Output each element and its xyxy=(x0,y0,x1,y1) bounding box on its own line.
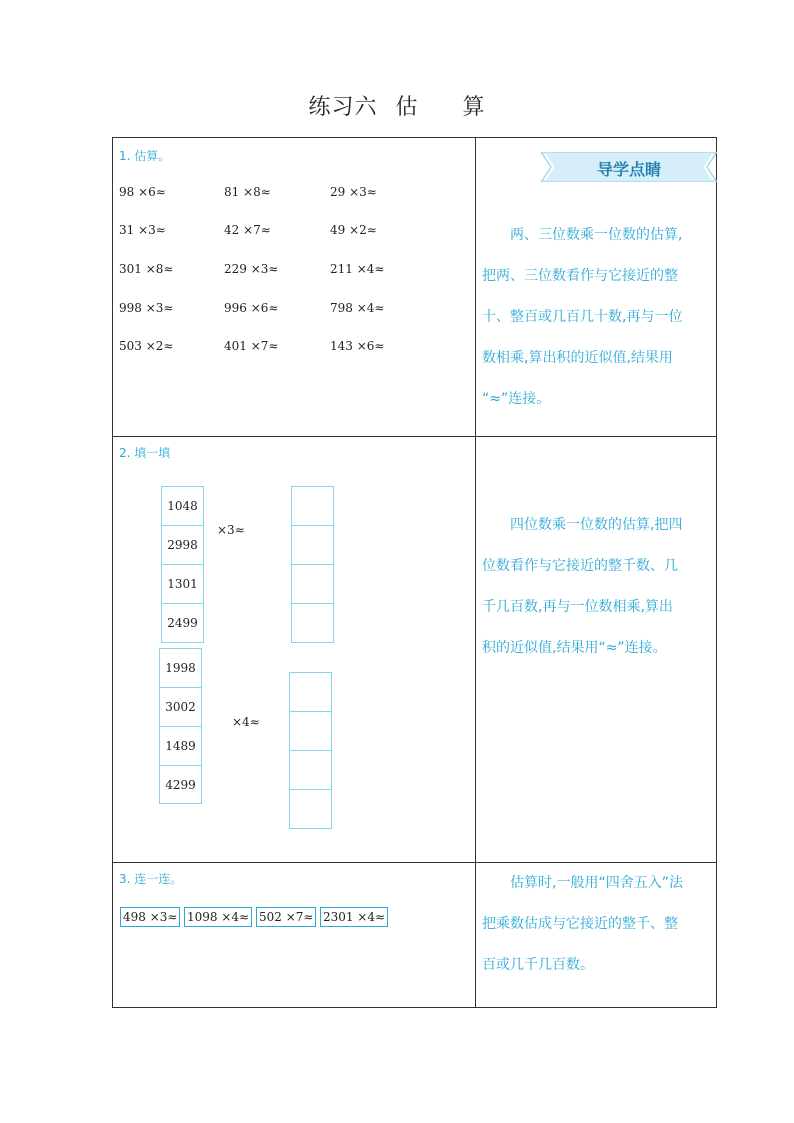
tip-line: 位数看作与它接近的整千数、几 xyxy=(482,558,678,574)
q1-expr: 49 ×2≈ xyxy=(330,223,377,237)
q2-number: 1048 xyxy=(162,487,203,526)
q1-expr: 81 ×8≈ xyxy=(224,185,271,199)
q2-number-column-1 xyxy=(161,486,204,643)
tip-line: 把两、三位数看作与它接近的整 xyxy=(482,268,678,284)
q1-expr: 301 ×8≈ xyxy=(119,262,174,276)
q2-number-column-2 xyxy=(159,648,202,804)
page-title xyxy=(0,90,794,121)
q3-option[interactable]: 498 ×3≈ xyxy=(120,907,180,927)
q1-expr: 143 ×6≈ xyxy=(330,339,385,353)
q3-option[interactable]: 1098 ×4≈ xyxy=(184,907,252,927)
title-part-2: 估 xyxy=(395,95,419,120)
q2-heading: 2. 填一填 xyxy=(119,446,171,460)
q3-heading: 3. 连一连。 xyxy=(119,872,183,886)
guide-tip-2 xyxy=(482,505,682,669)
answer-box[interactable] xyxy=(292,565,333,604)
q2-number: 4299 xyxy=(165,778,196,792)
q3-option[interactable]: 2301 ×4≈ xyxy=(320,907,388,927)
q1-expr: 998 ×3≈ xyxy=(119,301,174,315)
q1-expr: 401 ×7≈ xyxy=(224,339,279,353)
answer-box[interactable] xyxy=(290,712,331,751)
answer-box[interactable] xyxy=(292,604,333,642)
q1-heading: 1. 估算。 xyxy=(119,149,171,163)
tip-line: 积的近似值,结果用“≈”连接。 xyxy=(482,640,667,656)
answer-box[interactable] xyxy=(290,790,331,828)
q1-expr: 996 ×6≈ xyxy=(224,301,279,315)
guide-badge xyxy=(541,152,717,182)
guide-badge-label: 导学点睛 xyxy=(596,160,661,179)
tip-line: 十、整百或几百几十数,再与一位 xyxy=(482,309,683,325)
tip-line: 数相乘,算出积的近似值,结果用 xyxy=(482,350,673,366)
q2-number: 2499 xyxy=(167,616,198,630)
title-part-1: 练习六 xyxy=(308,95,378,120)
q1-expr: 503 ×2≈ xyxy=(119,339,174,353)
answer-box[interactable] xyxy=(292,487,333,526)
tip-line: 百或几千几百数。 xyxy=(482,957,594,973)
q1-expr: 798 ×4≈ xyxy=(330,301,385,315)
tip-line: 千几百数,再与一位数相乘,算出 xyxy=(482,599,673,615)
q1-expr: 211 ×4≈ xyxy=(330,262,385,276)
answer-box[interactable] xyxy=(290,673,331,712)
q2-answer-column-1[interactable] xyxy=(291,486,334,643)
q1-expr: 29 ×3≈ xyxy=(330,185,377,199)
tip-line: 估算时,一般用“四舍五入”法 xyxy=(510,875,683,891)
tip-line: 四位数乘一位数的估算,把四 xyxy=(510,517,683,533)
q1-expr: 31 ×3≈ xyxy=(119,223,166,237)
row-divider-1 xyxy=(113,436,716,437)
answer-box[interactable] xyxy=(290,751,331,790)
q2-number: 1489 xyxy=(160,727,201,766)
q3-option[interactable]: 502 ×7≈ xyxy=(256,907,316,927)
tip-line: “≈”连接。 xyxy=(482,391,551,407)
q2-number: 2998 xyxy=(162,526,203,565)
q2-number: 3002 xyxy=(160,688,201,727)
exercise-table xyxy=(112,137,717,1008)
q2-number: 1998 xyxy=(160,649,201,688)
column-divider xyxy=(475,138,476,1007)
tip-line: 两、三位数乘一位数的估算, xyxy=(510,227,683,243)
q1-expr: 98 ×6≈ xyxy=(119,185,166,199)
guide-tip-1 xyxy=(482,215,682,420)
tip-line: 把乘数估成与它接近的整千、整 xyxy=(482,916,678,932)
title-part-3: 算 xyxy=(462,95,486,120)
answer-box[interactable] xyxy=(292,526,333,565)
q1-expr: 42 ×7≈ xyxy=(224,223,271,237)
q2-operator-1: ×3≈ xyxy=(217,523,245,537)
guide-tip-3 xyxy=(482,863,683,986)
q2-operator-2: ×4≈ xyxy=(232,715,260,729)
q2-answer-column-2[interactable] xyxy=(289,672,332,829)
q1-expr: 229 ×3≈ xyxy=(224,262,279,276)
q2-number: 1301 xyxy=(162,565,203,604)
